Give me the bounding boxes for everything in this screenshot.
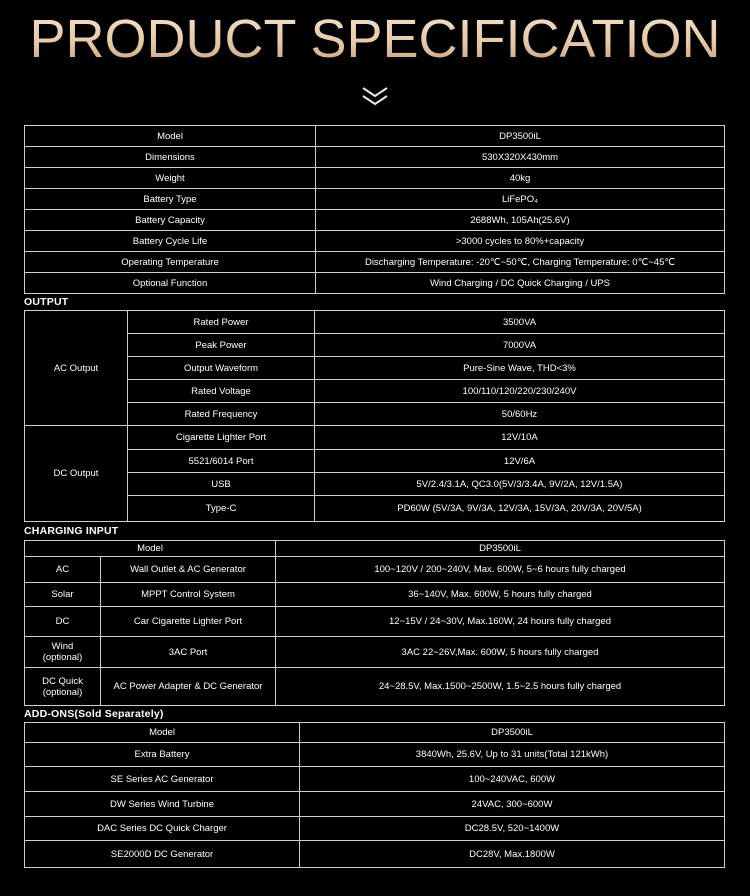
spec-label: Battery Cycle Life xyxy=(25,231,316,252)
spec-label: Peak Power xyxy=(128,334,315,357)
dc-output-group: DC Output xyxy=(25,426,128,522)
spec-value: 12V/10A xyxy=(315,426,725,450)
spec-value: 12V/6A xyxy=(315,450,725,473)
table-row xyxy=(25,126,725,147)
table-row xyxy=(25,607,725,637)
spec-label: Battery Capacity xyxy=(25,210,316,231)
addons-table xyxy=(24,722,725,868)
charge-spec: 3AC 22~26V,Max. 600W, 5 hours fully charged xyxy=(276,637,725,668)
table-row xyxy=(25,473,725,496)
spec-value: 2688Wh, 105Ah(25.6V) xyxy=(316,210,725,231)
spec-label: Battery Type xyxy=(25,189,316,210)
column-header-model: Model xyxy=(25,541,276,557)
spec-value: DP3500iL xyxy=(316,126,725,147)
charge-port: AC Power Adapter & DC Generator xyxy=(101,668,276,706)
table-row xyxy=(25,189,725,210)
table-row xyxy=(25,723,725,743)
table-row xyxy=(25,273,725,294)
addons-heading: ADD-ONS(Sold Separately) xyxy=(24,708,164,720)
spec-label: Rated Voltage xyxy=(128,380,315,403)
ac-output-group: AC Output xyxy=(25,311,128,426)
table-row xyxy=(25,210,725,231)
table-row xyxy=(25,557,725,583)
spec-label: Output Waveform xyxy=(128,357,315,380)
spec-label: Rated Frequency xyxy=(128,403,315,426)
charge-type: Solar xyxy=(25,583,101,607)
table-row xyxy=(25,450,725,473)
addon-value: 100~240VAC, 600W xyxy=(300,767,725,792)
output-heading: OUTPUT xyxy=(24,296,69,308)
spec-value: 100/110/120/220/230/240V xyxy=(315,380,725,403)
spec-value: Discharging Temperature: -20℃~50℃, Charging Temperature: 0℃~45℃ xyxy=(316,252,725,273)
charge-spec: 24~28.5V, Max.1500~2500W, 1.5~2.5 hours fully charged xyxy=(276,668,725,706)
spec-label: Type-C xyxy=(128,496,315,522)
charge-port: Car Cigarette Lighter Port xyxy=(101,607,276,637)
addon-value: 24VAC, 300~600W xyxy=(300,792,725,817)
output-table xyxy=(24,310,725,522)
charge-type-name: Wind xyxy=(51,641,74,652)
charge-type-note: (optional) xyxy=(42,652,83,663)
table-row xyxy=(25,403,725,426)
table-row xyxy=(25,841,725,868)
spec-label: Model xyxy=(25,126,316,147)
addon-label: DAC Series DC Quick Charger xyxy=(25,817,300,841)
spec-value: 7000VA xyxy=(315,334,725,357)
charge-type-name: DC Quick xyxy=(42,675,83,687)
spec-label: Optional Function xyxy=(25,273,316,294)
charge-type xyxy=(25,668,101,706)
general-spec-table xyxy=(24,125,725,294)
charge-type: DC xyxy=(25,607,101,637)
addon-value: DP3500iL xyxy=(300,723,725,743)
charging-input-heading: CHARGING INPUT xyxy=(24,525,119,537)
addon-label: SE Series AC Generator xyxy=(25,767,300,792)
spec-value: 50/60Hz xyxy=(315,403,725,426)
table-row xyxy=(25,496,725,522)
table-row xyxy=(25,147,725,168)
table-row xyxy=(25,637,725,668)
spec-value: LiFePO₄ xyxy=(316,189,725,210)
table-row xyxy=(25,426,725,450)
addon-value: DC28.5V, 520~1400W xyxy=(300,817,725,841)
addon-value: 3840Wh, 25.6V, Up to 31 units(Total 121kWh) xyxy=(300,743,725,767)
spec-value: 530X320X430mm xyxy=(316,147,725,168)
charge-port: Wall Outlet & AC Generator xyxy=(101,557,276,583)
addon-label: Extra Battery xyxy=(25,743,300,767)
charge-type xyxy=(25,637,101,668)
double-chevron-down-icon xyxy=(361,86,389,108)
charge-type: AC xyxy=(25,557,101,583)
table-row xyxy=(25,541,725,557)
spec-label: USB xyxy=(128,473,315,496)
spec-label: 5521/6014 Port xyxy=(128,450,315,473)
table-row xyxy=(25,767,725,792)
addon-label: DW Series Wind Turbine xyxy=(25,792,300,817)
spec-label: Rated Power xyxy=(128,311,315,334)
table-row xyxy=(25,231,725,252)
spec-label: Operating Temperature xyxy=(25,252,316,273)
spec-value: Wind Charging / DC Quick Charging / UPS xyxy=(316,273,725,294)
charge-type-note: (optional) xyxy=(42,686,83,698)
table-row xyxy=(25,357,725,380)
table-row xyxy=(25,311,725,334)
charging-input-table xyxy=(24,540,725,706)
table-row xyxy=(25,252,725,273)
spec-value: PD60W (5V/3A, 9V/3A, 12V/3A, 15V/3A, 20V/3A, 20V/5A) xyxy=(315,496,725,522)
charge-spec: 12~15V / 24~30V, Max.160W, 24 hours fully charged xyxy=(276,607,725,637)
spec-label: Cigarette Lighter Port xyxy=(128,426,315,450)
table-row xyxy=(25,817,725,841)
spec-value: 3500VA xyxy=(315,311,725,334)
table-row xyxy=(25,380,725,403)
page-title: PRODUCT SPECIFICATION xyxy=(0,8,750,70)
spec-value: Pure-Sine Wave, THD<3% xyxy=(315,357,725,380)
table-row xyxy=(25,743,725,767)
spec-value: >3000 cycles to 80%+capacity xyxy=(316,231,725,252)
spec-value: 5V/2.4/3.1A, QC3.0(5V/3/3.4A, 9V/2A, 12V/1.5A) xyxy=(315,473,725,496)
table-row xyxy=(25,792,725,817)
spec-value: 40kg xyxy=(316,168,725,189)
addon-value: DC28V, Max.1800W xyxy=(300,841,725,868)
table-row xyxy=(25,168,725,189)
charge-spec: 100~120V / 200~240V, Max. 600W, 5~6 hours fully charged xyxy=(276,557,725,583)
addon-label: SE2000D DC Generator xyxy=(25,841,300,868)
charge-port: 3AC Port xyxy=(101,637,276,668)
spec-label: Dimensions xyxy=(25,147,316,168)
table-row xyxy=(25,334,725,357)
column-header-value: DP3500iL xyxy=(276,541,725,557)
charge-spec: 36~140V, Max. 600W, 5 hours fully charged xyxy=(276,583,725,607)
charge-port: MPPT Control System xyxy=(101,583,276,607)
table-row xyxy=(25,583,725,607)
addon-label: Model xyxy=(25,723,300,743)
table-row xyxy=(25,668,725,706)
spec-label: Weight xyxy=(25,168,316,189)
